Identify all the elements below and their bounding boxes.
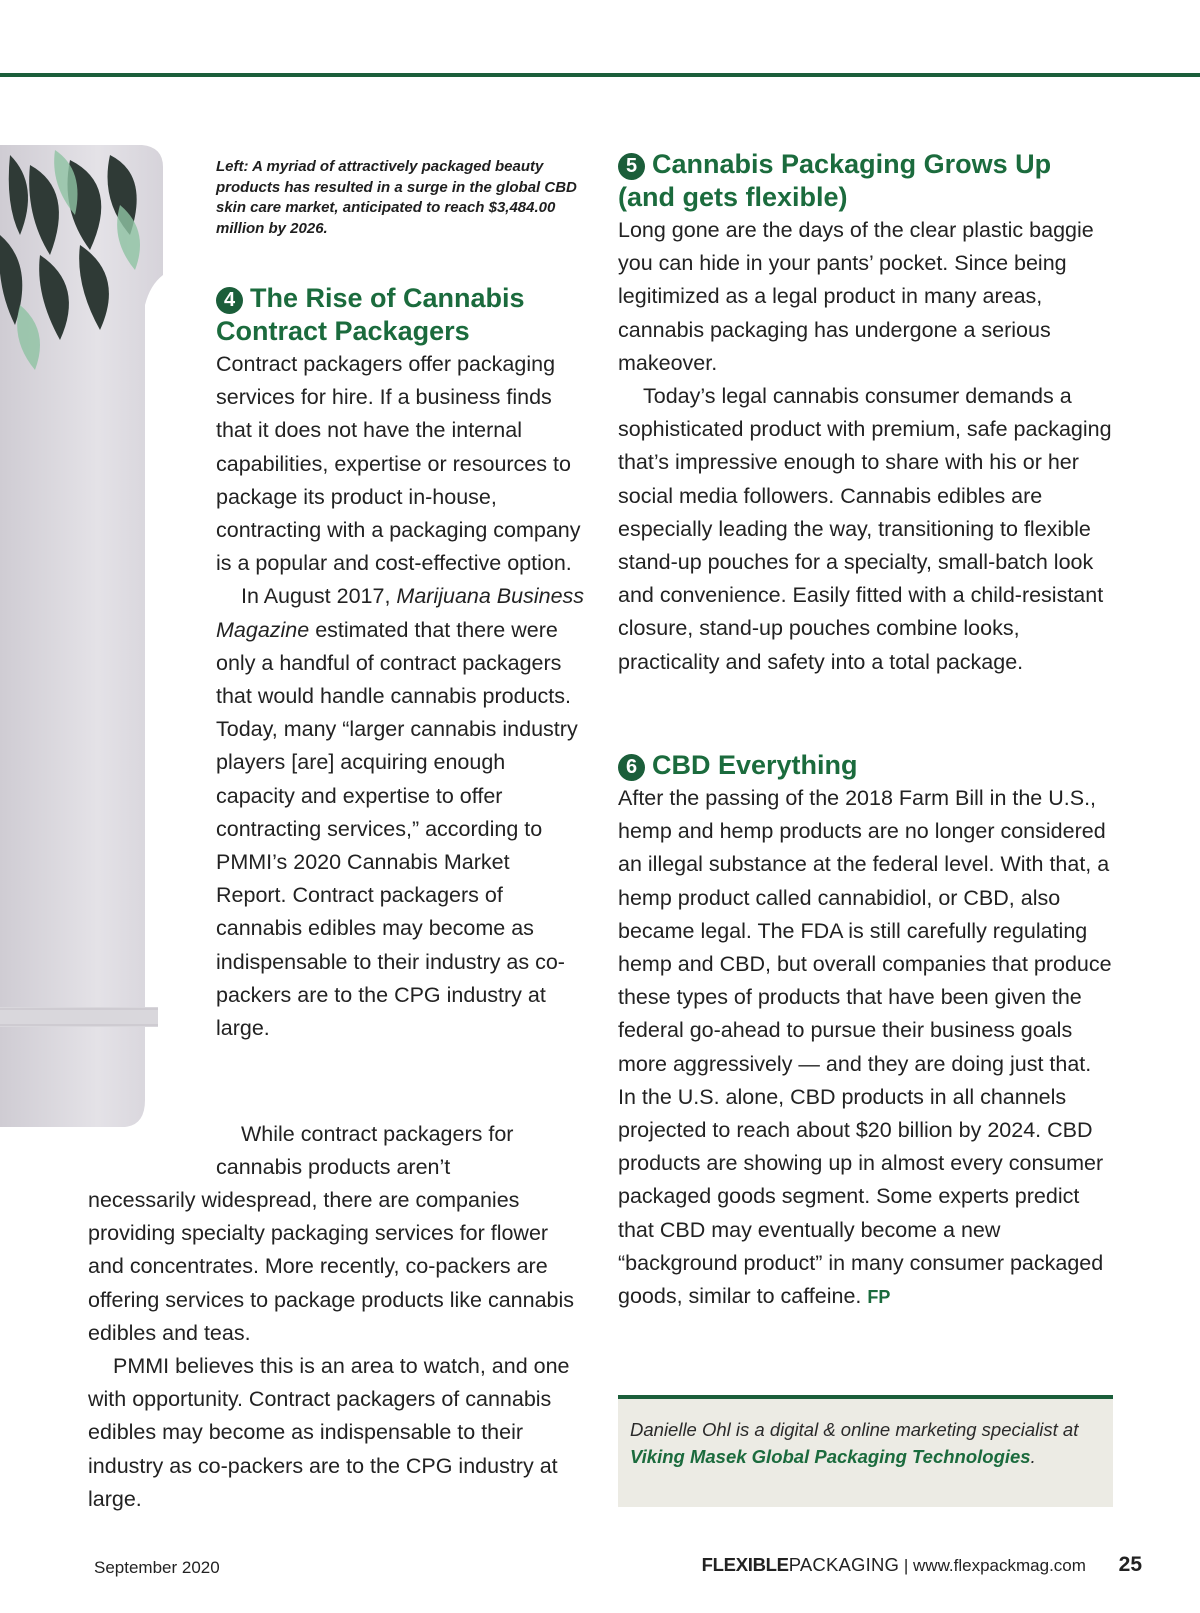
footer-brand	[702, 1553, 1142, 1577]
section-5	[618, 148, 1113, 679]
number-5-badge: 5	[618, 153, 645, 180]
section-4-paragraph-3-rest: necessarily widespread, there are companies providing specialty packaging services for flower and concentrates. More recently, co-packers are offering services to package products like cannabis edibles and teas.	[88, 1188, 575, 1345]
bio-text: Danielle Ohl is a digital & online marketing specialist at	[630, 1419, 1079, 1440]
author-bio-box	[618, 1395, 1113, 1507]
p2-start: In August 2017,	[241, 584, 391, 609]
brand-flexible: FLEXIBLE	[701, 1554, 789, 1575]
section-4-title: The Rise of Cannabis Contract Packagers	[216, 283, 525, 346]
footer-date: September 2020	[94, 1558, 220, 1577]
section-6	[618, 749, 1113, 1314]
section-6-title: CBD Everything	[652, 750, 858, 780]
p2-rest: estimated that there were only a handful of contract packagers that would handle cannabis products. Today, many “larger cannabis industry players [are] acquiring enough capacity and expertise to offer contracting services,” according to PMMI’s 2020 Cannabis Market Report. Contract packagers of cannabis edibles may become as indispensable to their industry as co-packers are to the CPG industry at large.	[216, 617, 578, 1041]
section-4-heading	[216, 282, 586, 348]
brand-packaging: PACKAGING	[788, 1554, 900, 1575]
section-6-text: After the passing of the 2018 Farm Bill in the U.S., hemp and hemp products are no longer considered an illegal substance at the federal level. With that, a hemp product called cannabidiol, or CBD, also became legal. The FDA is still carefully regulating hemp and CBD, but overall companies that produce these types of products that have been given the federal go-ahead to pursue their business goals more aggressively — and they are doing just that. In the U.S. alone, CBD products in all channels projected to reach about $20 billion by 2024. CBD products are showing up in almost every consumer packaged goods segment. Some experts predict that CBD may eventually become a new “background product” in many consumer packaged goods, similar to caffeine.	[618, 786, 1112, 1309]
footer-url[interactable]: www.flexpackmag.com	[913, 1556, 1086, 1575]
section-5-paragraph-1: Long gone are the days of the clear plastic baggie you can hide in your pants’ pocket. Since being legitimized as a legal product in many areas, cannabis packaging has undergone a serious makeover.	[618, 218, 1094, 375]
number-4-badge: 4	[216, 287, 243, 314]
section-4-paragraph-4: PMMI believes this is an area to watch, and one with opportunity. Contract packagers of cannabis edibles may become as indispensable to their industry as co-packers are to the CPG industry at large.	[88, 1354, 570, 1511]
section-5-title: Cannabis Packaging Grows Up (and gets flexible)	[618, 149, 1052, 212]
number-6-badge: 6	[618, 754, 645, 781]
cbd-pouch-image	[0, 145, 165, 1130]
page-number: 25	[1118, 1553, 1142, 1576]
bio-period: .	[1030, 1445, 1036, 1467]
photo-caption: Left: A myriad of attractively packaged beauty products has resulted in a surge in the global CBD skin care market, anticipated to reach $3,484.00 million by 2026.	[216, 158, 577, 237]
fp-signoff: FP	[867, 1287, 891, 1308]
paragraph-3-wrapped-text: While contract packagers for cannabis products aren’t	[216, 1122, 514, 1180]
section-6-paragraph-1	[618, 782, 1113, 1314]
section-4-paragraph-2	[216, 580, 586, 1045]
section-4-paragraph-3-start	[216, 1118, 586, 1184]
section-4-paragraph-1: Contract packagers offer packaging services for hire. If a business finds that it does not have the internal capabilities, expertise or resources to package its product in-house, contracting with a packaging company is a popular and cost-effective option.	[216, 352, 581, 576]
magazine-title: Marijuana Business Magazine	[216, 584, 585, 642]
footer-separator: |	[903, 1556, 909, 1575]
bio-company-link[interactable]: Viking Masek Global Packaging Technologies	[630, 1445, 1031, 1467]
top-rule	[0, 73, 1200, 77]
section-5-paragraph-2: Today’s legal cannabis consumer demands a sophisticated product with premium, safe packaging that’s impressive enough to share with his or her social media followers. Cannabis edibles are especially leading the way, transitioning to flexible stand-up pouches for a specialty, small-batch look and convenience. Easily fitted with a child-resistant closure, stand-up pouches combine looks, practicality and safety into a total package.	[618, 384, 1112, 674]
section-4-fullwidth	[88, 1184, 588, 1516]
section-4	[216, 282, 586, 1045]
section-5-heading	[618, 148, 1113, 214]
section-6-heading	[618, 749, 1113, 782]
